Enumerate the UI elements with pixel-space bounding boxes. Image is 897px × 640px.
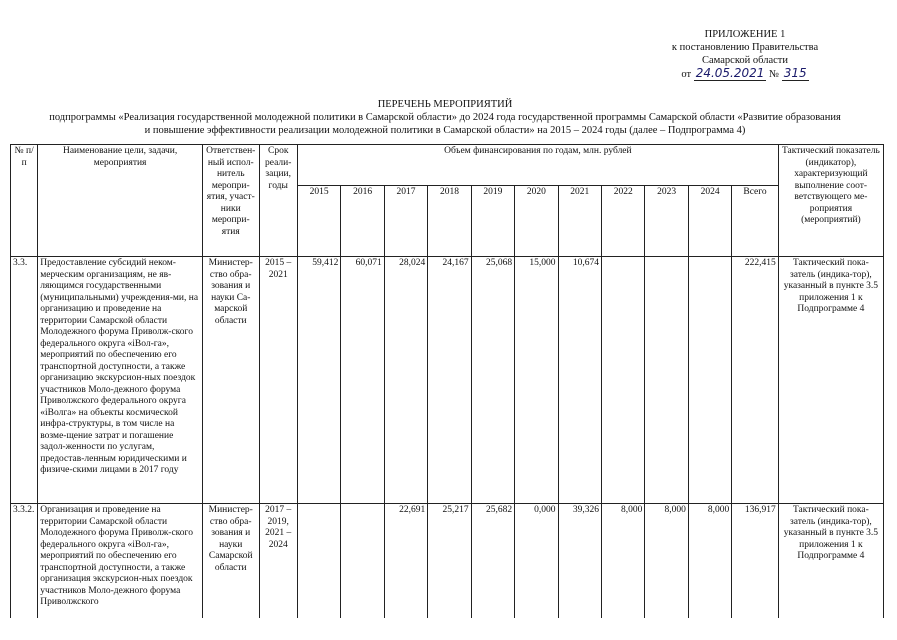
header-indicator: Тактический показатель (индикатор), характеризующий выполнение соот-ветствующего ме-роприятия (мероприятий) [778, 145, 883, 257]
appendix-title: ПРИЛОЖЕНИЕ 1 [704, 29, 786, 40]
appendix-line-1: к постановлению Правительства [671, 42, 819, 53]
header-responsible: Ответствен-ный испол-нитель меропри-ятия, участ-ники меропри-ятия [202, 145, 259, 257]
header-total: Всего [732, 186, 779, 257]
header-year: 2021 [558, 186, 601, 257]
row-value: 8,000 [601, 504, 644, 619]
row-value: 25,217 [428, 504, 471, 619]
row-value [688, 257, 731, 504]
header-year: 2020 [515, 186, 558, 257]
header-num: № п/п [11, 145, 38, 257]
row-value [601, 257, 644, 504]
header-year: 2015 [297, 186, 340, 257]
appendix-date-line [640, 67, 850, 81]
header-name: Наименование цели, задачи, мероприятия [38, 145, 203, 257]
row-value [645, 257, 688, 504]
row-value [341, 504, 384, 619]
row-value: 22,691 [384, 504, 427, 619]
table-row [11, 257, 884, 504]
row-term: 2015 – 2021 [259, 257, 297, 504]
document-title-block [30, 98, 860, 137]
appendix-line-2: Самарской области [702, 55, 788, 66]
row-name: Организация и проведение на территории Самарской области Молодежного форума Приволж-ского федерального округа «iВол-га», мероприятий по обеспечению его транспортной доступности, а также организация экскурсион-ных поездок участников Моло-дежного форума Приволжского [38, 504, 203, 619]
document-title: ПЕРЕЧЕНЬ МЕРОПРИЯТИЙ [377, 99, 513, 110]
header-year: 2023 [645, 186, 688, 257]
row-value: 39,326 [558, 504, 601, 619]
row-value: 24,167 [428, 257, 471, 504]
row-value [297, 504, 340, 619]
number-prefix: № [769, 69, 780, 80]
header-year: 2022 [601, 186, 644, 257]
appendix-block [640, 28, 850, 81]
header-year: 2017 [384, 186, 427, 257]
handwritten-number: 315 [783, 66, 807, 80]
header-year: 2019 [471, 186, 514, 257]
header-year: 2018 [428, 186, 471, 257]
row-value: 8,000 [688, 504, 731, 619]
table-row [11, 504, 884, 619]
row-num: 3.3. [11, 257, 38, 504]
row-name: Предоставление субсидий неком-мерческим организациям, не яв-ляющимся государственными (муниципальными) учреждения-ми, на организацию и проведение на территории Самарской области Молодежного форума Приволж-ского федерального округа «iВол-га», мероприятий по обеспечению его транспортной доступности, а также организацию экскурсион-ных поездок участников Моло-дежного форума Приволжского федерального округа «iВолга» на объекты космической инфра-структуры, в том числе на возме-щение затрат и погашение задол-женности по услугам, предостав-ленным юридическими и физиче-скими лицами в 2017 году [38, 257, 203, 504]
row-value: 28,024 [384, 257, 427, 504]
header-funding: Объем финансирования по годам, млн. рублей [297, 145, 778, 186]
document-subtitle-line-2: и повышение эффективности реализации молодежной политики в Самарской области» на 2015 – 2024 годы (далее – Подпрограмма 4) [144, 125, 746, 136]
row-total: 222,415 [732, 257, 779, 504]
row-value: 25,682 [471, 504, 514, 619]
document-subtitle-line-1: подпрограммы «Реализация государственной молодежной политики в Самарской области» до 2024 года государственной программы Самарской области «Развитие образования [49, 112, 841, 123]
row-responsible: Министер-ство обра-зования и науки Самарской области [202, 504, 259, 619]
row-indicator: Тактический пока-затель (индика-тор), указанный в пункте 3.5 приложения 1 к Подпрограмме 4 [778, 257, 883, 504]
row-value: 10,674 [558, 257, 601, 504]
row-value: 60,071 [341, 257, 384, 504]
row-num: 3.3.2. [11, 504, 38, 619]
handwritten-date: 24.05.2021 [695, 66, 765, 80]
date-prefix: от [681, 69, 692, 80]
row-value: 59,412 [297, 257, 340, 504]
row-term: 2017 – 2019, 2021 – 2024 [259, 504, 297, 619]
header-term: Срок реали-зации, годы [259, 145, 297, 257]
header-year: 2016 [341, 186, 384, 257]
row-value: 25,068 [471, 257, 514, 504]
row-total: 136,917 [732, 504, 779, 619]
row-value: 15,000 [515, 257, 558, 504]
row-indicator: Тактический пока-затель (индика-тор), указанный в пункте 3.5 приложения 1 к Подпрограмме 4 [778, 504, 883, 619]
row-value: 8,000 [645, 504, 688, 619]
row-responsible: Министер-ство обра-зования и науки Са-марской области [202, 257, 259, 504]
row-value: 0,000 [515, 504, 558, 619]
measures-table [10, 144, 884, 618]
header-year: 2024 [688, 186, 731, 257]
